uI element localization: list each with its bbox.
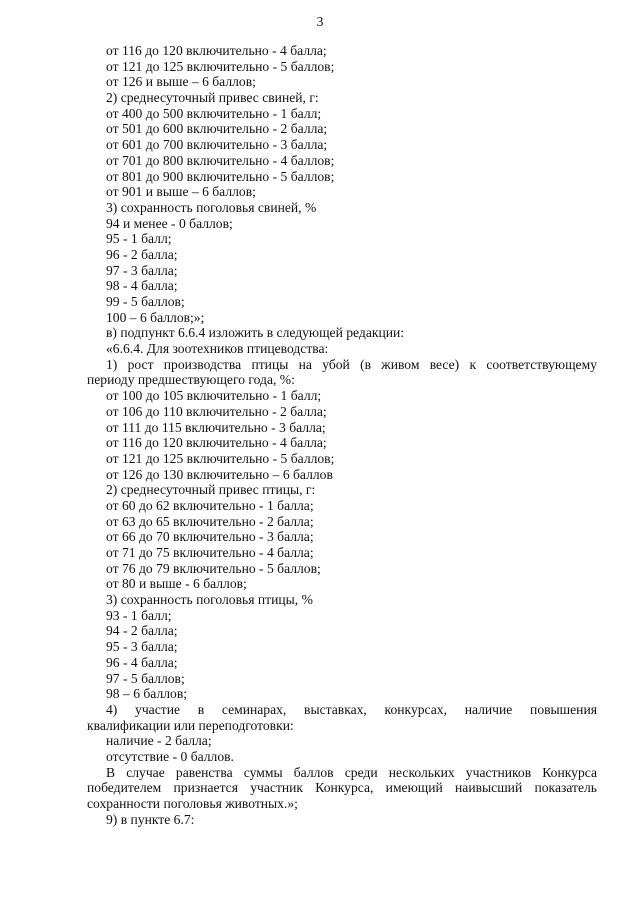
text-line: 93 - 1 балл;	[106, 607, 172, 623]
text-line: периоду предшествующего года, %:	[87, 372, 295, 388]
text-line: от 126 и выше – 6 баллов;	[106, 74, 256, 90]
text-line: от 66 до 70 включительно - 3 балла;	[106, 529, 314, 545]
text-line: победителем признается участник Конкурса, имеющий наивысший показатель	[87, 780, 597, 796]
text-line: В случае равенства суммы баллов среди нескольких участников Конкурса	[106, 764, 597, 780]
text-line: от 76 до 79 включительно - 5 баллов;	[106, 560, 321, 576]
text-line: 3) сохранность поголовья птицы, %	[106, 592, 313, 608]
text-line: наличие - 2 балла;	[106, 733, 212, 749]
text-line: в) подпункт 6.6.4 изложить в следующей редакции:	[106, 325, 405, 341]
text-line: от 601 до 700 включительно - 3 балла;	[106, 137, 328, 153]
text-line: 96 - 2 балла;	[106, 246, 178, 262]
text-line: от 901 и выше – 6 баллов;	[106, 184, 256, 200]
text-line: 3) сохранность поголовья свиней, %	[106, 199, 317, 215]
text-line: 97 - 3 балла;	[106, 262, 178, 278]
text-line: 94 - 2 балла;	[106, 623, 178, 639]
text-line: 99 - 5 баллов;	[106, 294, 185, 309]
text-line: от 116 до 120 включительно - 4 балла;	[106, 435, 327, 451]
text-line: от 63 до 65 включительно - 2 балла;	[106, 513, 314, 529]
text-line: 95 - 3 балла;	[106, 639, 178, 655]
text-line: от 400 до 500 включительно - 1 балл;	[106, 105, 322, 121]
text-line: от 71 до 75 включительно - 4 балла;	[106, 545, 314, 560]
text-line: от 111 до 115 включительно - 3 балла;	[106, 419, 326, 435]
text-line: сохранности поголовья животных.»;	[87, 796, 298, 811]
text-line: от 701 до 800 включительно - 4 баллов;	[106, 152, 335, 168]
text-line: от 126 до 130 включительно – 6 баллов	[106, 466, 333, 482]
text-line: 9) в пункте 6.7:	[106, 811, 195, 827]
text-line: 97 - 5 баллов;	[106, 670, 185, 686]
text-line: от 80 и выше - 6 баллов;	[106, 576, 247, 592]
text-line: 4) участие в семинарах, выставках, конкурсах, наличие повышения	[106, 701, 597, 717]
document-body	[87, 43, 597, 827]
text-line: 98 - 4 балла;	[106, 278, 178, 294]
text-line: 98 – 6 баллов;	[106, 686, 188, 702]
text-line: от 116 до 120 включительно - 4 балла;	[106, 43, 327, 58]
text-line: 2) среднесуточный привес птицы, г:	[106, 482, 316, 498]
text-line: от 501 до 600 включительно - 2 балла;	[106, 121, 328, 137]
text-line: 2) среднесуточный привес свиней, г:	[106, 90, 319, 106]
text-line: «6.6.4. Для зоотехников птицеводства:	[106, 341, 329, 357]
text-line: квалификации или переподготовки:	[87, 717, 294, 733]
text-line: 100 – 6 баллов;»;	[106, 309, 205, 325]
text-line: отсутствие - 0 баллов.	[106, 748, 234, 764]
text-line: от 106 до 110 включительно - 2 балла;	[106, 403, 327, 419]
text-line: 1) рост производства птицы на убой (в живом весе) к соответствующему	[106, 356, 597, 372]
text-line: от 801 до 900 включительно - 5 баллов;	[106, 168, 335, 184]
page-number: 3	[316, 14, 324, 29]
text-line: от 100 до 105 включительно - 1 балл;	[106, 388, 322, 404]
text-line: 96 - 4 балла;	[106, 654, 178, 670]
text-line: от 121 до 125 включительно - 5 баллов;	[106, 450, 335, 466]
text-line: от 60 до 62 включительно - 1 балла;	[106, 497, 314, 513]
text-line: от 121 до 125 включительно - 5 баллов;	[106, 58, 335, 74]
text-line: 94 и менее - 0 баллов;	[106, 215, 233, 231]
text-line: 95 - 1 балл;	[106, 231, 172, 247]
